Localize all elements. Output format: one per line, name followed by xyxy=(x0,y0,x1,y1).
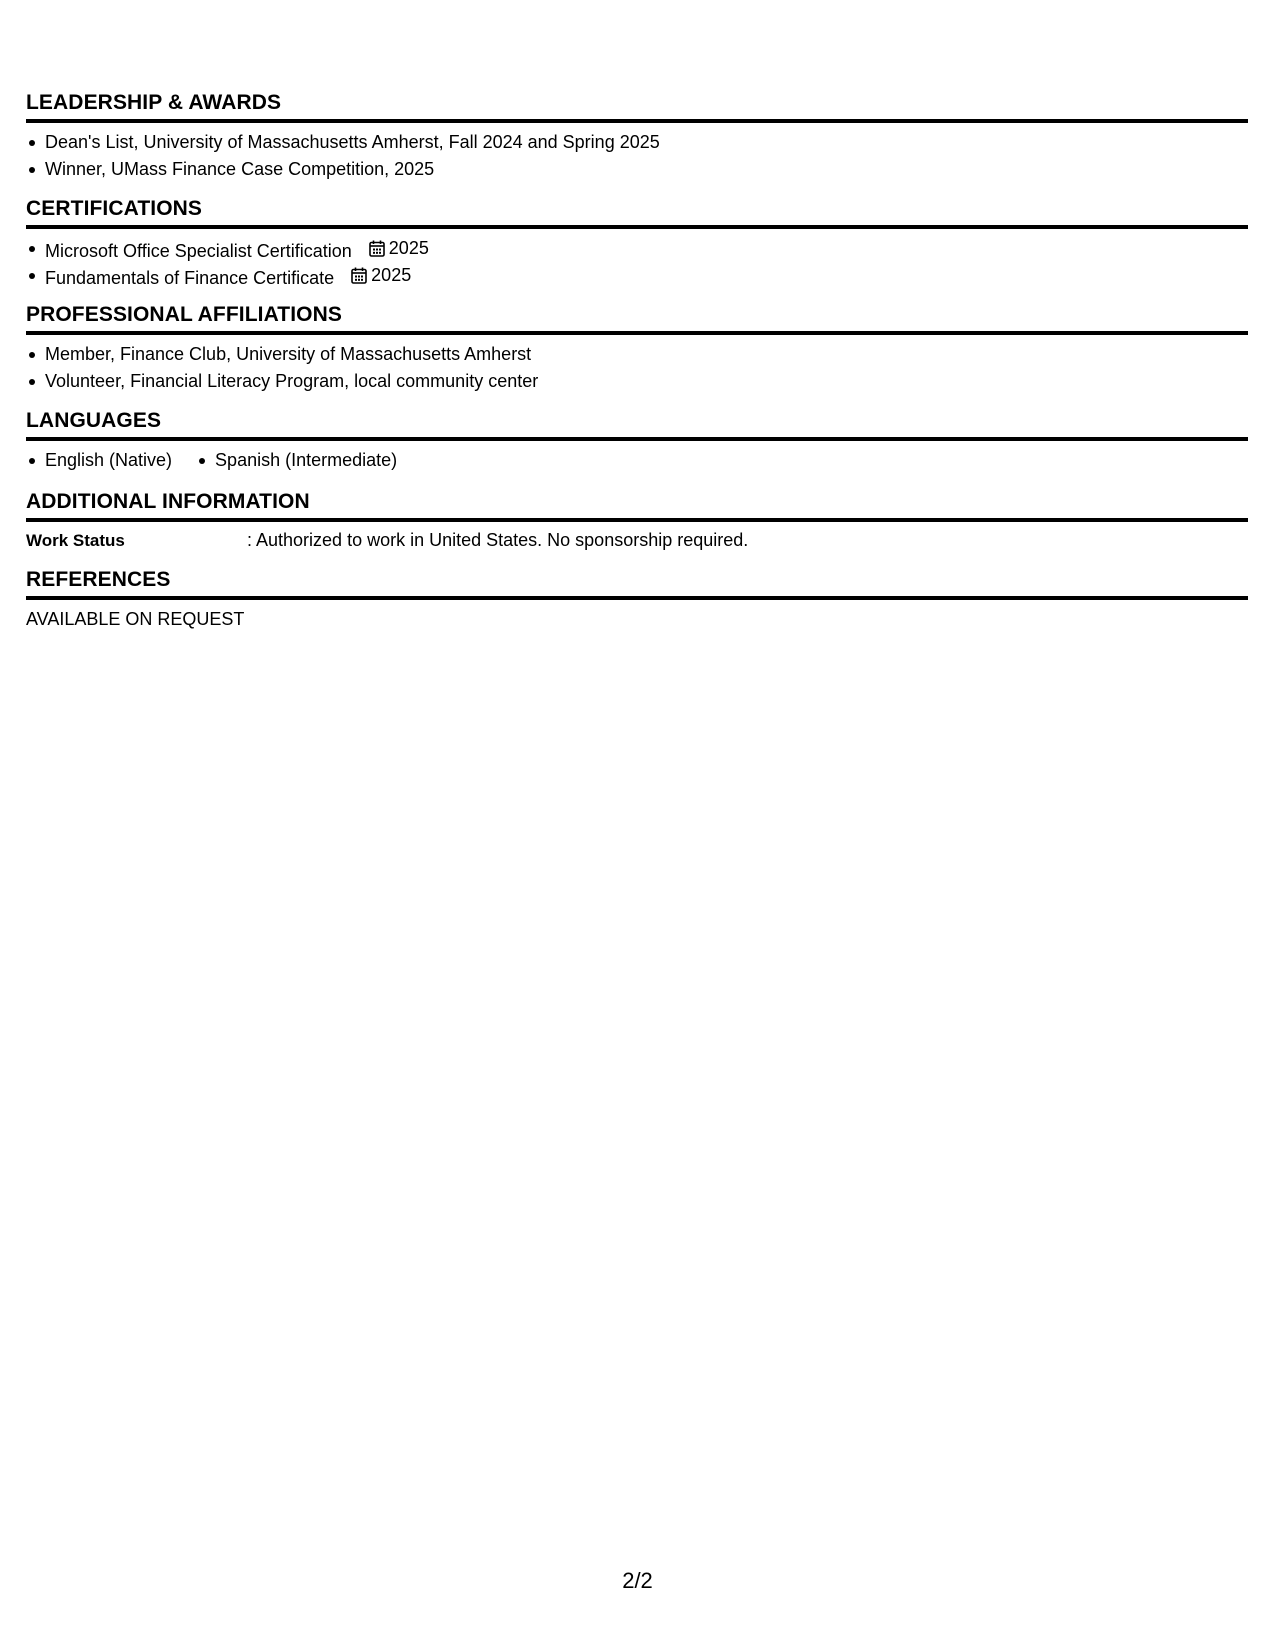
list-item xyxy=(26,156,1248,183)
leadership-awards-section xyxy=(26,91,1248,183)
certifications-section xyxy=(26,197,1248,289)
certification-name: Fundamentals of Finance Certificate xyxy=(45,268,335,288)
bullet-icon xyxy=(29,167,35,173)
additional-info-section xyxy=(26,490,1248,554)
list-item xyxy=(26,235,1248,262)
language-text: Spanish (Intermediate) xyxy=(215,450,398,470)
calendar-icon xyxy=(369,240,385,257)
language-item xyxy=(196,447,397,474)
page-number: 2/2 xyxy=(622,1568,653,1593)
affiliations-section xyxy=(26,303,1248,395)
section-heading-references: REFERENCES xyxy=(26,568,1248,600)
bullet-icon xyxy=(29,246,35,252)
certification-name: Microsoft Office Specialist Certification xyxy=(45,241,352,261)
section-heading-additional-info: ADDITIONAL INFORMATION xyxy=(26,490,1248,522)
references-section xyxy=(26,568,1248,633)
list-item xyxy=(26,129,1248,156)
languages-section xyxy=(26,409,1248,474)
language-item xyxy=(26,447,172,474)
list-item xyxy=(26,341,1248,368)
certification-date xyxy=(369,235,429,262)
section-heading-leadership: LEADERSHIP & AWARDS xyxy=(26,91,1248,123)
calendar-icon xyxy=(351,267,367,284)
bullet-icon xyxy=(29,140,35,146)
certification-year: 2025 xyxy=(388,238,429,258)
info-value: : Authorized to work in United States. No sponsorship required. xyxy=(247,530,749,550)
bullet-icon xyxy=(29,379,35,385)
list-item xyxy=(26,262,1248,289)
certifications-list xyxy=(26,235,1248,289)
leadership-list xyxy=(26,129,1248,183)
languages-list xyxy=(26,447,1248,474)
affiliations-list xyxy=(26,341,1248,395)
info-row-work-status xyxy=(26,527,1248,554)
list-item-text: Volunteer, Financial Literacy Program, local community center xyxy=(45,371,539,391)
section-heading-affiliations: PROFESSIONAL AFFILIATIONS xyxy=(26,303,1248,335)
certification-year: 2025 xyxy=(371,265,412,285)
references-text: AVAILABLE ON REQUEST xyxy=(26,609,245,629)
section-heading-certifications: CERTIFICATIONS xyxy=(26,197,1248,229)
bullet-icon xyxy=(29,458,35,464)
certification-date xyxy=(351,262,411,289)
language-text: English (Native) xyxy=(45,450,173,470)
list-item-text: Winner, UMass Finance Case Competition, 2025 xyxy=(45,159,435,179)
bullet-icon xyxy=(29,352,35,358)
list-item xyxy=(26,368,1248,395)
info-label: Work Status xyxy=(26,531,125,550)
section-heading-languages: LANGUAGES xyxy=(26,409,1248,441)
list-item-text: Dean's List, University of Massachusetts Amherst, Fall 2024 and Spring 2025 xyxy=(45,132,660,152)
bullet-icon xyxy=(199,458,205,464)
list-item-text: Member, Finance Club, University of Massachusetts Amherst xyxy=(45,344,532,364)
bullet-icon xyxy=(29,273,35,279)
